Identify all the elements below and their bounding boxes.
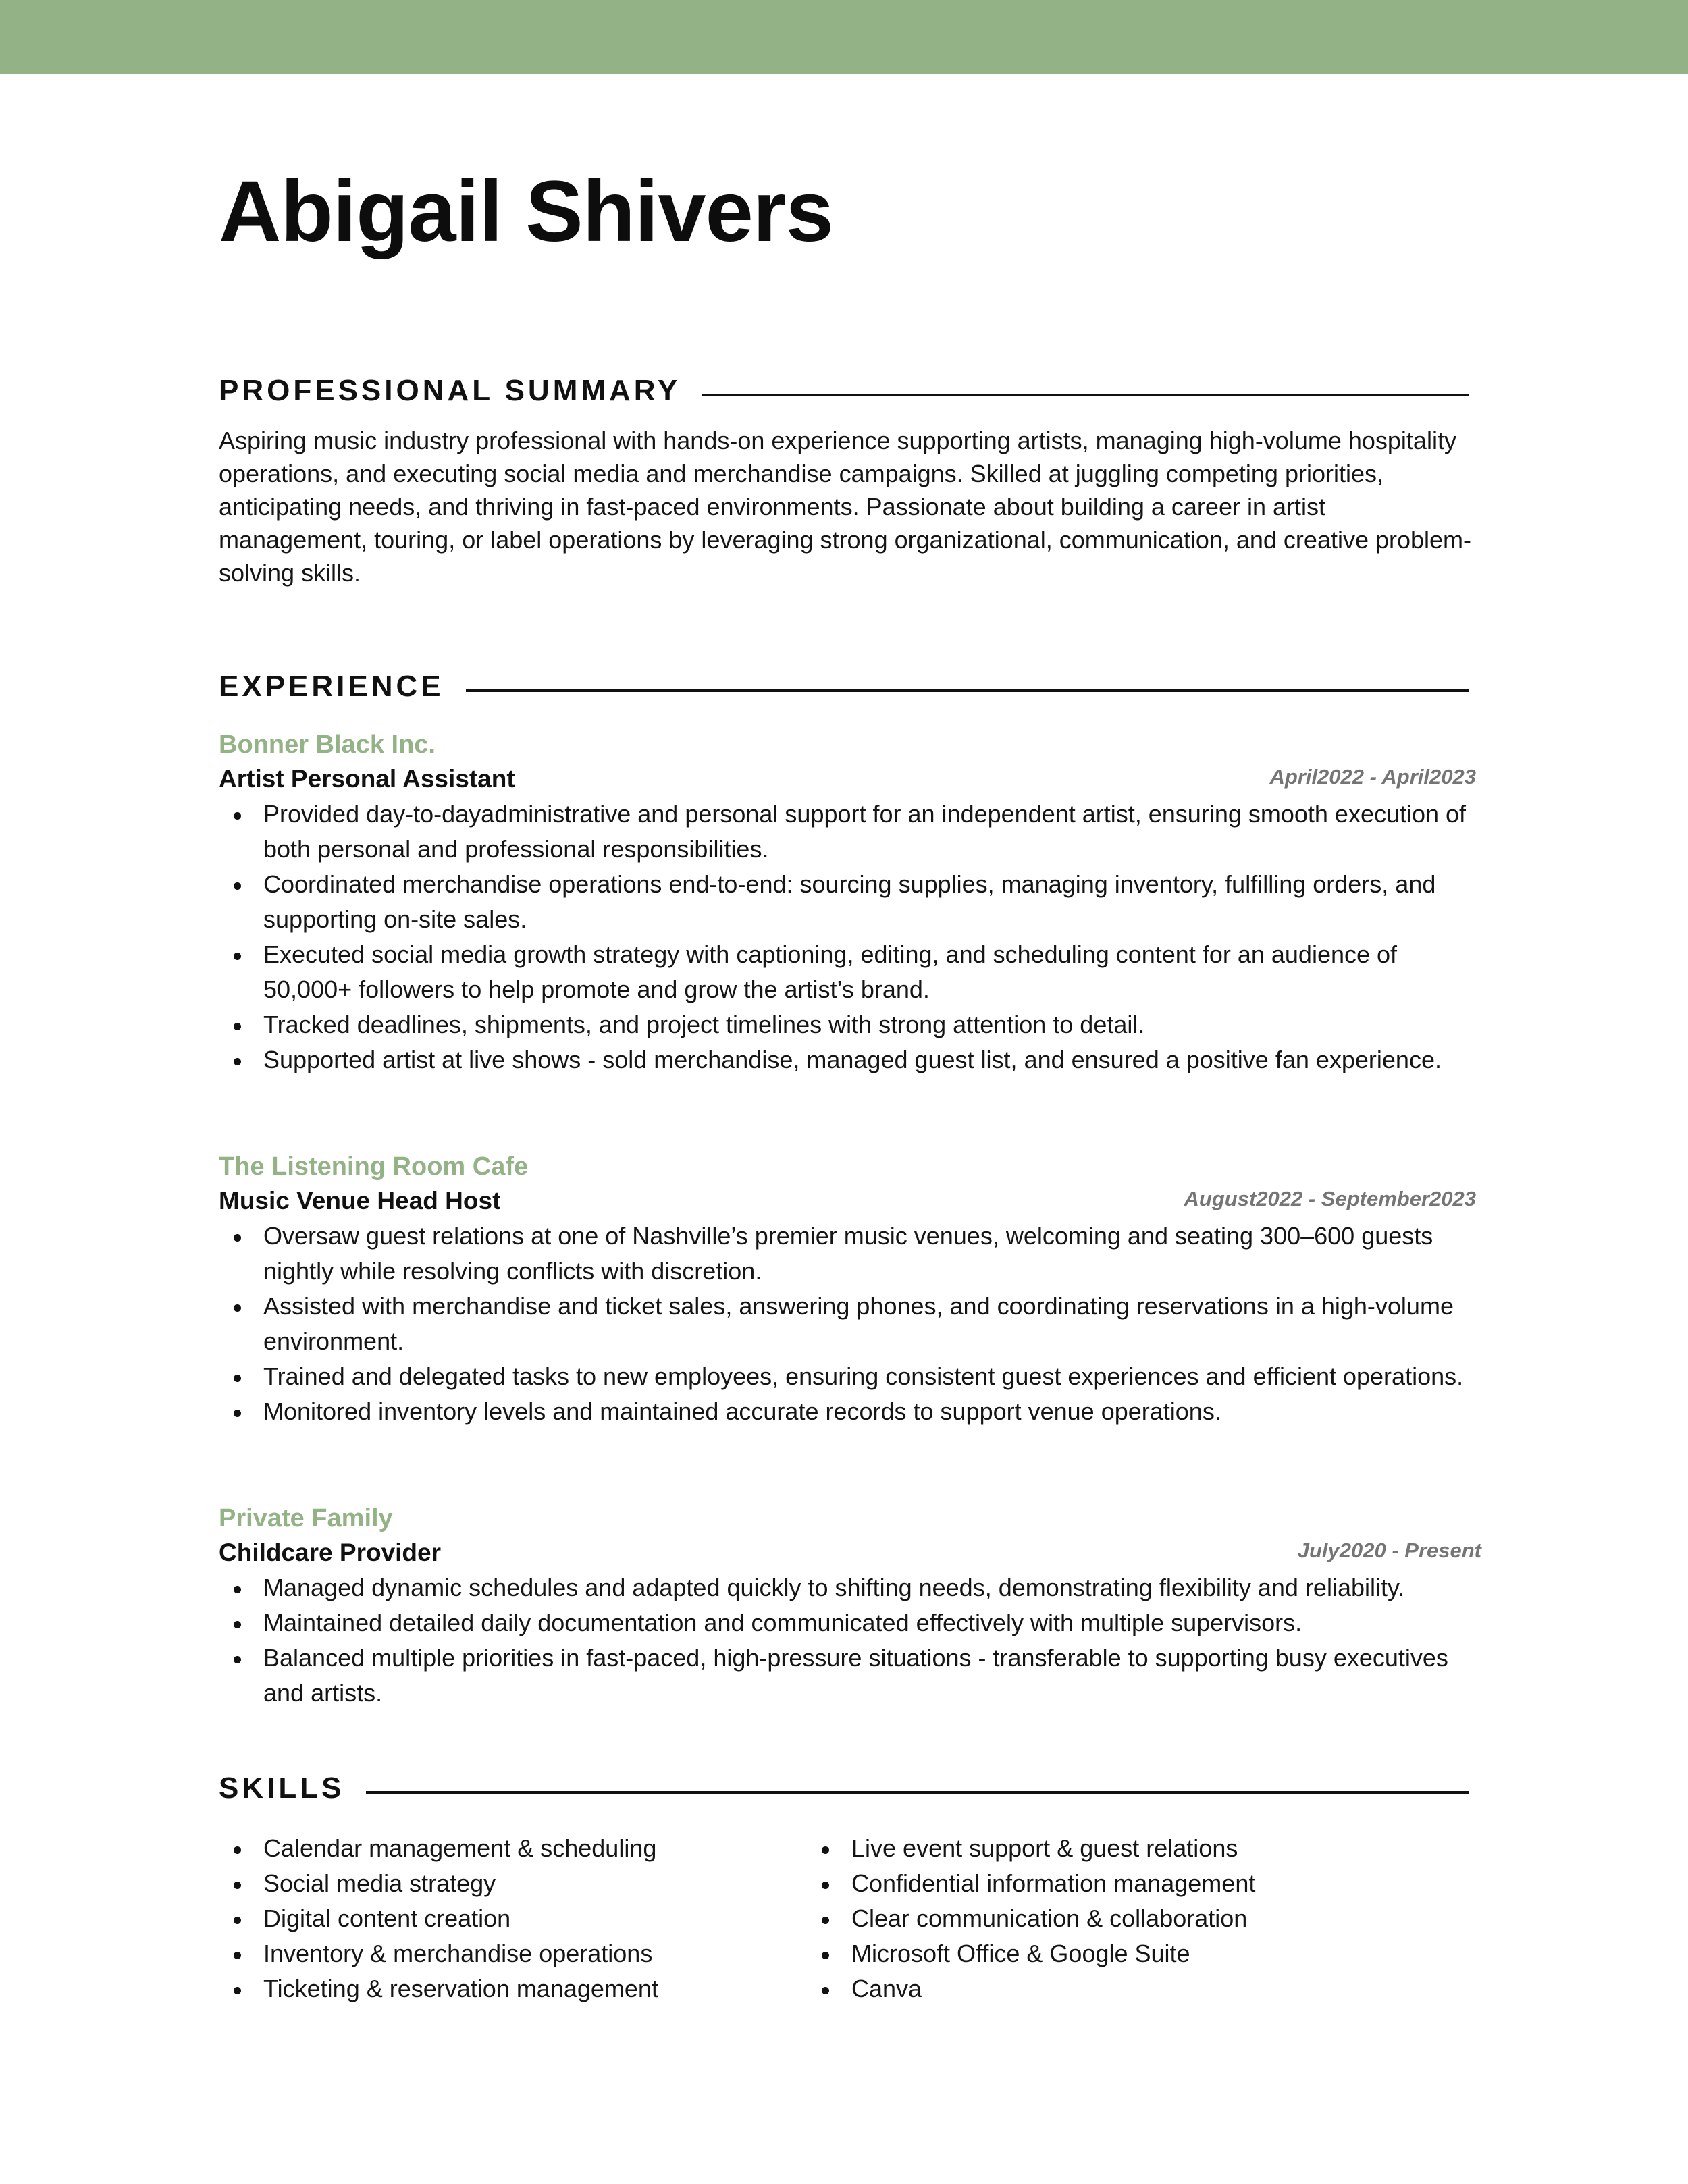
job-entry-bonner-black <box>219 728 1488 1077</box>
skill-item: Calendar management & scheduling <box>219 1831 799 1866</box>
job-title: Music Venue Head Host <box>219 1187 501 1215</box>
skill-item: Microsoft Office & Google Suite <box>807 1936 1388 1971</box>
job-bullet: Supported artist at live shows - sold merchandise, managed guest list, and ensured a positive fan experience. <box>219 1042 1488 1077</box>
company-name: The Listening Room Cafe <box>219 1152 529 1181</box>
skills-divider <box>366 1791 1469 1794</box>
candidate-name: Abigail Shivers <box>219 163 833 260</box>
company-name: Private Family <box>219 1504 393 1533</box>
summary-section-header <box>219 374 1469 408</box>
skill-item: Canva <box>807 1971 1388 2006</box>
job-bullet: Oversaw guest relations at one of Nashville’s premier music venues, welcoming and seating 300–600 guests nightly while resolving conflicts with discretion. <box>219 1219 1488 1289</box>
job-bullet: Managed dynamic schedules and adapted quickly to shifting needs, demonstrating flexibility and reliability. <box>219 1570 1488 1605</box>
job-title: Artist Personal Assistant <box>219 765 515 793</box>
job-bullet: Monitored inventory levels and maintained accurate records to support venue operations. <box>219 1394 1488 1429</box>
job-bullet: Balanced multiple priorities in fast-paced, high-pressure situations - transferable to supporting busy executives and artists. <box>219 1641 1488 1711</box>
skills-section-header <box>219 1772 1469 1805</box>
experience-divider <box>466 689 1469 692</box>
skills-list-left <box>219 1831 799 2006</box>
job-dates: April2022 - April2023 <box>1269 765 1476 789</box>
summary-divider <box>702 394 1469 396</box>
skills-list-right <box>807 1831 1388 2006</box>
summary-text: Aspiring music industry professional with hands-on experience supporting artists, managing high-volume hospitality operations, and executing social media and merchandise campaigns. Skilled at juggling competing priorities, anticipating needs, and thriving in fast-paced environments. Passionate about building a career in artist management, touring, or label operations by leveraging strong organizational, communication, and creative problem-solving skills. <box>219 427 1472 587</box>
header-color-band <box>0 0 1688 74</box>
job-bullet: Executed social media growth strategy with captioning, editing, and scheduling content for an audience of 50,000+ followers to help promote and grow the artist’s brand. <box>219 937 1488 1007</box>
skill-item: Digital content creation <box>219 1901 799 1936</box>
skills-heading: SKILLS <box>219 1772 345 1805</box>
job-bullet-list <box>219 1570 1488 1711</box>
job-title: Childcare Provider <box>219 1539 442 1566</box>
job-bullet: Coordinated merchandise operations end-to-end: sourcing supplies, managing inventory, fulfilling orders, and supporting on-site sales. <box>219 867 1488 937</box>
job-bullet-list <box>219 797 1488 1077</box>
summary-heading: PROFESSIONAL SUMMARY <box>219 374 681 407</box>
company-name: Bonner Black Inc. <box>219 730 436 759</box>
experience-heading: EXPERIENCE <box>219 670 444 703</box>
job-bullet: Tracked deadlines, shipments, and project timelines with strong attention to detail. <box>219 1007 1488 1042</box>
skill-item: Inventory & merchandise operations <box>219 1936 799 1971</box>
skill-item: Live event support & guest relations <box>807 1831 1388 1866</box>
job-bullet: Provided day-to-dayadministrative and personal support for an independent artist, ensuring smooth execution of both personal and professional responsibilities. <box>219 797 1488 867</box>
job-bullet: Trained and delegated tasks to new employees, ensuring consistent guest experiences and efficient operations. <box>219 1359 1488 1394</box>
job-dates: August2022 - September2023 <box>1184 1187 1476 1210</box>
skill-item: Ticketing & reservation management <box>219 1971 799 2006</box>
job-entry-private-family <box>219 1501 1488 1711</box>
job-bullet: Assisted with merchandise and ticket sales, answering phones, and coordinating reservations in a high-volume environment. <box>219 1289 1488 1359</box>
job-entry-listening-room <box>219 1150 1488 1429</box>
skill-item: Confidential information management <box>807 1866 1388 1901</box>
skill-item: Social media strategy <box>219 1866 799 1901</box>
job-dates: July2020 - Present <box>1297 1539 1481 1562</box>
skill-item: Clear communication & collaboration <box>807 1901 1388 1936</box>
job-bullet-list <box>219 1219 1488 1429</box>
experience-section-header <box>219 670 1469 703</box>
job-bullet: Maintained detailed daily documentation and communicated effectively with multiple supervisors. <box>219 1605 1488 1641</box>
